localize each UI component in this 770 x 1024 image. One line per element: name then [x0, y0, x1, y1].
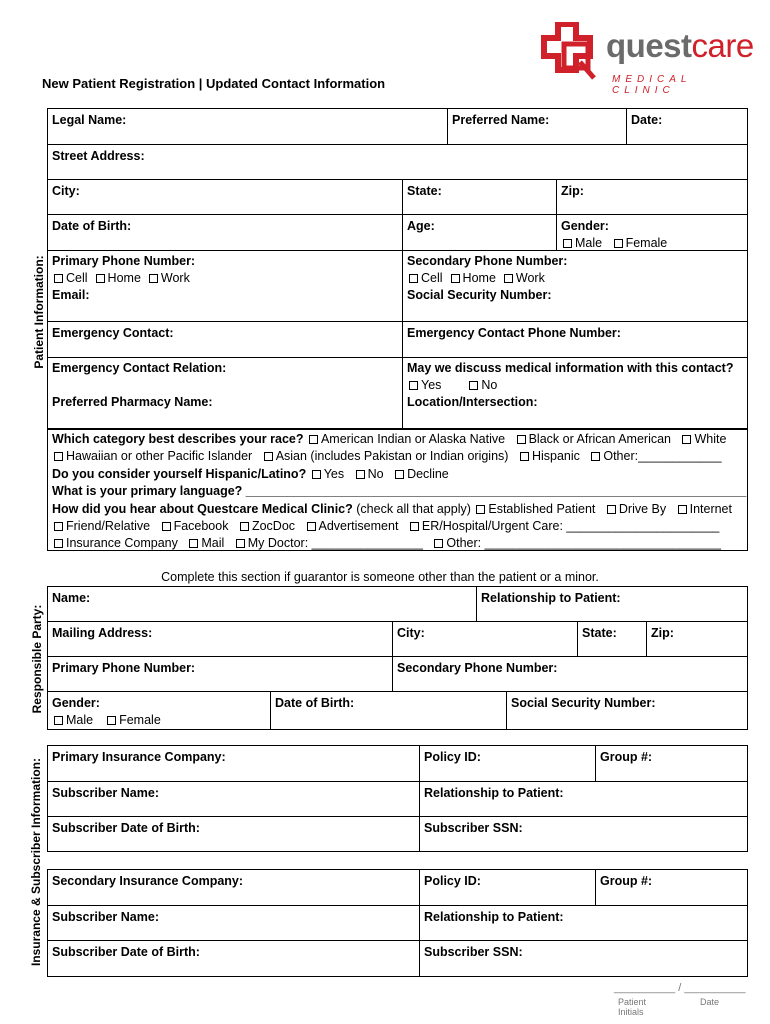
secondary-phone-group: Secondary Phone Number: Cell Home Work Social Security Number: [407, 254, 568, 302]
race-american-indian-checkbox[interactable] [309, 435, 318, 444]
legal-name-field[interactable]: Legal Name: [52, 113, 127, 127]
race-black-checkbox[interactable] [517, 435, 526, 444]
internet-checkbox[interactable] [678, 505, 687, 514]
zip-field[interactable]: Zip: [561, 184, 584, 198]
home-checkbox-2[interactable] [451, 274, 460, 283]
guarantor-gender-label: Gender: [52, 696, 100, 710]
advertisement-checkbox[interactable] [307, 522, 316, 531]
ssn-field[interactable]: Social Security Number: [407, 288, 552, 302]
work-checkbox[interactable] [149, 274, 158, 283]
emergency-phone-field[interactable]: Emergency Contact Phone Number: [407, 326, 621, 340]
drive-by-checkbox[interactable] [607, 505, 616, 514]
initials-label: Patient Initials [618, 997, 647, 1017]
zocdoc-checkbox[interactable] [240, 522, 249, 531]
state-field[interactable]: State: [407, 184, 442, 198]
female-checkbox[interactable] [614, 239, 623, 248]
footer-date-label: Date [700, 997, 720, 1007]
hispanic-decline-checkbox[interactable] [395, 470, 404, 479]
secondary-subscriber-ssn-field[interactable]: Subscriber SSN: [424, 945, 523, 959]
yes-checkbox[interactable] [409, 381, 418, 390]
emergency-relation-field[interactable]: Emergency Contact Relation: [52, 361, 227, 375]
referral-question: How did you hear about Questcare Medical Clinic? [52, 501, 353, 516]
guarantor-note: Complete this section if guarantor is someone other than the patient or a minor. [161, 570, 599, 584]
work-checkbox-2[interactable] [504, 274, 513, 283]
mail-checkbox[interactable] [189, 539, 198, 548]
primary-relationship-field[interactable]: Relationship to Patient: [424, 786, 564, 800]
established-patient-checkbox[interactable] [476, 505, 485, 514]
preferred-name-field[interactable]: Preferred Name: [452, 113, 550, 127]
date-line[interactable]: __________ [684, 982, 746, 994]
age-field[interactable]: Age: [407, 219, 435, 233]
guarantor-zip-field[interactable]: Zip: [651, 626, 674, 640]
hispanic-no-checkbox[interactable] [356, 470, 365, 479]
other-referral-checkbox[interactable] [434, 539, 443, 548]
gender-group: Gender: Male Female [556, 216, 748, 254]
dob-field[interactable]: Date of Birth: [52, 219, 132, 233]
email-field[interactable]: Email: [52, 288, 90, 302]
initials-line[interactable]: __________ [614, 982, 676, 994]
guarantor-female-checkbox[interactable] [107, 716, 116, 725]
section-label-patient: Patient Information: [32, 255, 46, 369]
questcare-logo [540, 22, 754, 96]
race-question: Which category best describes your race? [52, 432, 304, 446]
demographics-content: Which category best describes your race? American Indian or Alaska Native Black or African American White Hawaiian or other Pacific Islander Asian (includes Pakistan or Indian origins) Hispanic Other:____________ Do you consider yourself Hispanic/Latino? Yes No Decline What is your primary language? ________________________________________________________________________ How did you hear about Questcare Medical Clinic? (check all that apply) Established Patient Drive By Internet Friend/Relative Facebook ZocDoc Advertisement ER/Hospital/Urgent Care: ______________________ Insurance Company Mail My Doctor: ________________ Other: __________________________________ [52, 432, 747, 551]
guarantor-gender-group: Gender: Male Female [47, 693, 172, 731]
guarantor-ssn-field[interactable]: Social Security Number: [511, 696, 656, 710]
race-white-checkbox[interactable] [682, 435, 691, 444]
secondary-relationship-field[interactable]: Relationship to Patient: [424, 910, 564, 924]
section-label-insurance: Insurance & Subscriber Information: [29, 757, 43, 967]
facebook-checkbox[interactable] [162, 522, 171, 531]
secondary-policy-id-field[interactable]: Policy ID: [424, 874, 481, 888]
secondary-subscriber-name-field[interactable]: Subscriber Name: [52, 910, 159, 924]
guarantor-secondary-phone-field[interactable]: Secondary Phone Number: [397, 661, 558, 675]
guarantor-male-checkbox[interactable] [54, 716, 63, 725]
discuss-label: May we discuss medical information with this contact? [407, 361, 734, 375]
my-doctor-checkbox[interactable] [236, 539, 245, 548]
race-other-checkbox[interactable] [591, 452, 600, 461]
home-checkbox[interactable] [96, 274, 105, 283]
discuss-group: May we discuss medical information with this contact? Yes No Location/Intersection: [407, 361, 734, 409]
secondary-group-field[interactable]: Group #: [600, 874, 653, 888]
primary-subscriber-dob-field[interactable]: Subscriber Date of Birth: [52, 821, 200, 835]
page-title: New Patient Registration | Updated Contact Information [42, 76, 386, 91]
primary-group-field[interactable]: Group #: [600, 750, 653, 764]
cell-checkbox[interactable] [54, 274, 63, 283]
guarantor-dob-field[interactable]: Date of Birth: [275, 696, 355, 710]
no-checkbox[interactable] [469, 381, 478, 390]
primary-subscriber-name-field[interactable]: Subscriber Name: [52, 786, 159, 800]
mailing-address-field[interactable]: Mailing Address: [52, 626, 153, 640]
primary-subscriber-ssn-field[interactable]: Subscriber SSN: [424, 821, 523, 835]
emergency-relation-group [47, 358, 231, 413]
secondary-insurance-field[interactable]: Secondary Insurance Company: [52, 874, 244, 888]
logo-wordmark: questcare [606, 27, 754, 64]
primary-phone-label: Primary Phone Number: [52, 254, 196, 268]
race-hispanic-checkbox[interactable] [520, 452, 529, 461]
location-field[interactable]: Location/Intersection: [407, 395, 538, 409]
male-checkbox[interactable] [563, 239, 572, 248]
date-field[interactable]: Date: [631, 113, 663, 127]
primary-policy-id-field[interactable]: Policy ID: [424, 750, 481, 764]
insurance-company-checkbox[interactable] [54, 539, 63, 548]
friend-relative-checkbox[interactable] [54, 522, 63, 531]
secondary-subscriber-dob-field[interactable]: Subscriber Date of Birth: [52, 945, 200, 959]
hispanic-yes-checkbox[interactable] [312, 470, 321, 479]
er-hospital-checkbox[interactable] [410, 522, 419, 531]
primary-phone-group: Primary Phone Number: Cell Home Work Email: [52, 254, 196, 302]
pharmacy-field[interactable]: Preferred Pharmacy Name: [52, 395, 213, 409]
medical-cross-icon [540, 22, 606, 86]
secondary-phone-label: Secondary Phone Number: [407, 254, 568, 268]
race-hawaiian-checkbox[interactable] [54, 452, 63, 461]
guarantor-relationship-field[interactable]: Relationship to Patient: [481, 591, 621, 605]
section-label-responsible: Responsible Party: [30, 604, 44, 714]
referral-note: (check all that apply) [356, 501, 471, 516]
primary-insurance-field[interactable]: Primary Insurance Company: [52, 750, 226, 764]
hispanic-question: Do you consider yourself Hispanic/Latino? [52, 466, 307, 481]
guarantor-state-field[interactable]: State: [582, 626, 617, 640]
cell-checkbox-2[interactable] [409, 274, 418, 283]
guarantor-primary-phone-field[interactable]: Primary Phone Number: [52, 661, 196, 675]
city-field[interactable]: City: [52, 184, 80, 198]
gender-label: Gender: [561, 219, 609, 233]
emergency-contact-field[interactable]: Emergency Contact: [52, 326, 174, 340]
primary-language-field[interactable]: What is your primary language? ________________________________________________________________________ [52, 484, 747, 499]
street-address-field[interactable]: Street Address: [52, 149, 145, 163]
guarantor-city-field[interactable]: City: [397, 626, 425, 640]
race-asian-checkbox[interactable] [264, 452, 273, 461]
guarantor-name-field[interactable]: Name: [52, 591, 91, 605]
logo-tagline: MEDICAL CLINIC [612, 74, 692, 96]
